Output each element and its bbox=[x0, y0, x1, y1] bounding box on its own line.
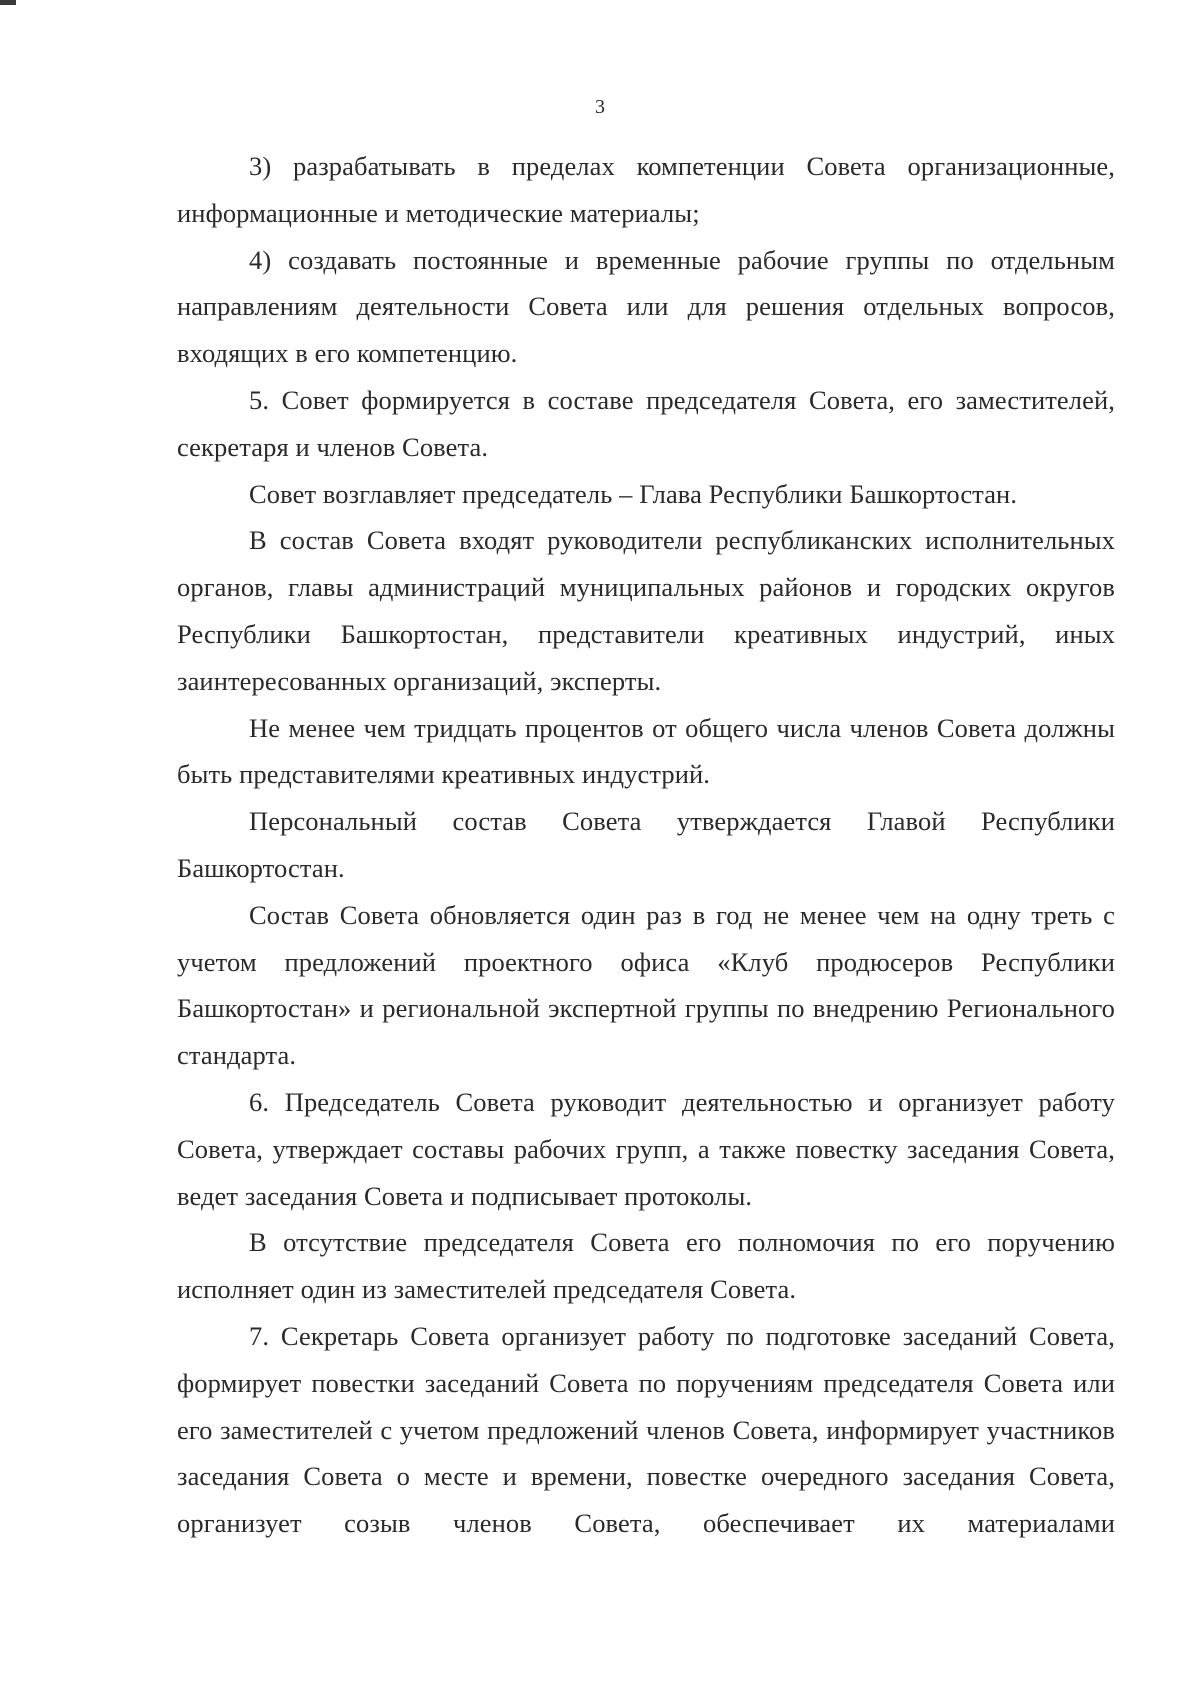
paragraph-council-composition: В состав Совета входят руководители республиканских исполнительных органов, главы администраций муниципальных районов и городских округов Республики Башкортостан, представители креативных индустрий, иных заинтересованных организаций, эксперты. bbox=[177, 525, 1115, 696]
paragraph-clause-6: 6. Председатель Совета руководит деятельностью и организует работу Совета, утверждает составы рабочих групп, а также повестку заседания Совета, ведет заседания Совета и подписывает протоколы. bbox=[177, 1086, 1115, 1211]
paragraph-composition-update: Состав Совета обновляется один раз в год не менее чем на одну треть с учетом предложений проектного офиса «Клуб продюсеров Республики Башкортостан» и региональной экспертной группы по внедрению Регионального стандарта. bbox=[177, 899, 1115, 1071]
page-number: 3 bbox=[595, 96, 605, 118]
document-body bbox=[177, 143, 1115, 1547]
paragraph-item-3: 3) разрабатывать в пределах компетенции Совета организационные, информационные и методические материалы; bbox=[177, 151, 1115, 228]
paragraph-clause-7: 7. Секретарь Совета организует работу по подготовке заседаний Совета, формирует повестки заседаний Совета по поручениям председателя Совета или его заместителей с учетом предложений членов Совета, информирует участников заседания Совета о месте и времени, повестке очередного заседания Совета, организует созыв членов Совета, обеспечивает их материалами bbox=[177, 1320, 1115, 1539]
paragraph-clause-5: 5. Совет формируется в составе председателя Совета, его заместителей, секретаря и членов Совета. bbox=[177, 384, 1115, 462]
paragraph-thirty-percent: Не менее чем тридцать процентов от общего числа членов Совета должны быть представителями креативных индустрий. bbox=[177, 712, 1115, 790]
paragraph-chairman: Совет возглавляет председатель – Глава Республики Башкортостан. bbox=[249, 478, 1018, 509]
paragraph-item-4: 4) создавать постоянные и временные рабочие группы по отдельным направлениям деятельности Совета или для решения отдельных вопросов, входящих в его компетенцию. bbox=[177, 244, 1115, 369]
scan-corner-mark bbox=[0, 0, 16, 5]
paragraph-chairman-absence: В отсутствие председателя Совета его полномочия по его поручению исполняет один из заместителей председателя Совета. bbox=[177, 1227, 1115, 1305]
paragraph-personal-composition: Персональный состав Совета утверждается Главой Республики Башкортостан. bbox=[177, 806, 1115, 883]
